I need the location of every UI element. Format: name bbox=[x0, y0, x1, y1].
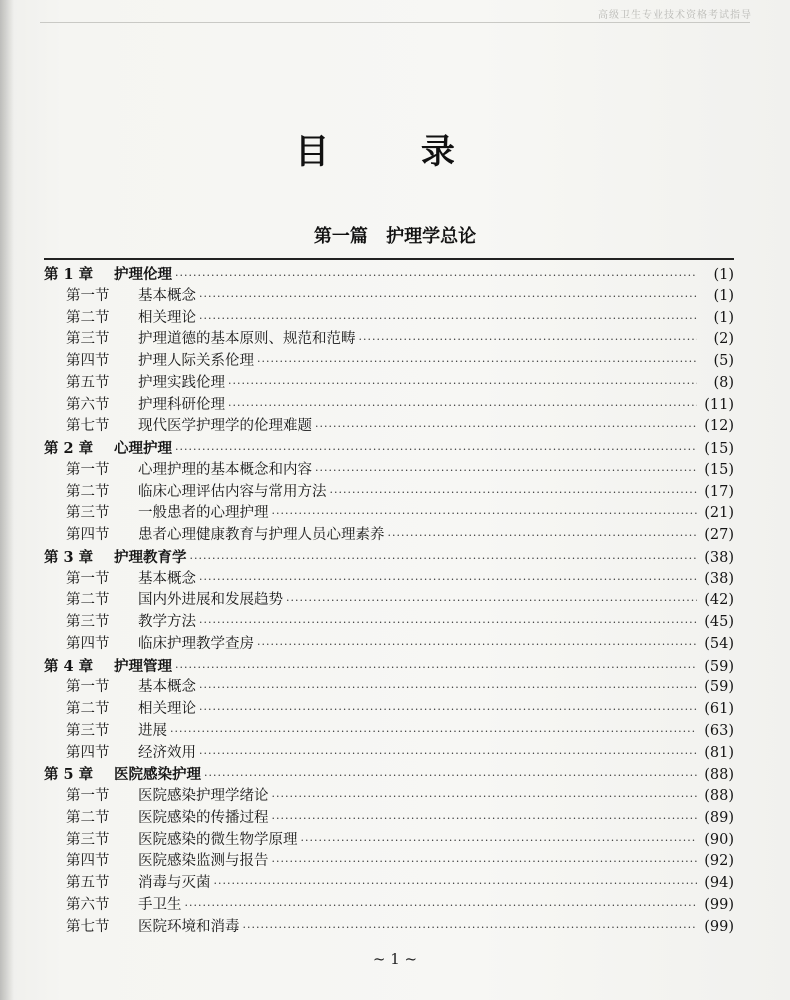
section-title: 相关理论 bbox=[138, 701, 196, 717]
section-title: 国内外进展和发展趋势 bbox=[138, 592, 283, 609]
dot-leader bbox=[315, 460, 697, 482]
chapter-title: 医院感染护理 bbox=[114, 766, 201, 784]
toc-section-entry[interactable] bbox=[44, 460, 734, 482]
section-label: 第一节 bbox=[66, 679, 110, 696]
page-ref: (54) bbox=[704, 635, 734, 652]
section-label: 第六节 bbox=[66, 396, 110, 413]
page-ref: (99) bbox=[704, 896, 734, 913]
dot-leader bbox=[199, 569, 697, 591]
dot-leader bbox=[257, 634, 697, 656]
toc-section-entry[interactable] bbox=[44, 416, 734, 438]
dot-leader bbox=[185, 895, 698, 917]
dot-leader bbox=[190, 548, 698, 570]
section-label: 第三节 bbox=[66, 505, 110, 522]
toc-chapter-entry[interactable] bbox=[44, 264, 734, 286]
dot-leader bbox=[204, 765, 697, 787]
section-title: 医院感染的微生物学原理 bbox=[138, 831, 298, 848]
page-ref: (11) bbox=[704, 396, 734, 413]
dot-leader bbox=[257, 351, 697, 373]
chapter-title: 心理护理 bbox=[114, 440, 172, 457]
page-ref: (15) bbox=[704, 441, 734, 457]
section-label: 第一节 bbox=[66, 461, 110, 478]
page-ref: (17) bbox=[704, 483, 734, 500]
toc-chapter-entry[interactable] bbox=[44, 656, 734, 678]
page-ref: (15) bbox=[704, 461, 734, 478]
section-label: 第五节 bbox=[66, 875, 110, 891]
page-ref: (94) bbox=[704, 875, 734, 891]
page-ref: (61) bbox=[704, 701, 734, 717]
page-ref: (92) bbox=[704, 853, 734, 870]
dot-leader bbox=[272, 808, 698, 830]
section-label: 第四节 bbox=[66, 353, 110, 369]
toc-section-entry[interactable] bbox=[44, 873, 734, 895]
section-label: 第四节 bbox=[66, 635, 110, 652]
toc-section-entry[interactable] bbox=[44, 699, 734, 721]
section-title: 手卫生 bbox=[138, 896, 182, 913]
page-ref: (59) bbox=[704, 658, 734, 675]
section-label: 第三节 bbox=[66, 831, 110, 848]
dot-leader bbox=[175, 439, 697, 461]
section-title: 医院感染监测与报告 bbox=[138, 853, 269, 870]
dot-leader bbox=[175, 265, 697, 287]
page-ref: (59) bbox=[704, 679, 734, 696]
toc-section-entry[interactable] bbox=[44, 351, 734, 373]
dot-leader bbox=[199, 743, 697, 765]
toc-section-entry[interactable] bbox=[44, 895, 734, 917]
section-title: 护理科研伦理 bbox=[138, 396, 225, 413]
toc-section-entry[interactable] bbox=[44, 612, 734, 634]
page-ref: (88) bbox=[704, 788, 734, 804]
top-rule bbox=[40, 22, 750, 23]
toc-section-entry[interactable] bbox=[44, 482, 734, 504]
chapter-label: 第 2 章 bbox=[44, 440, 94, 457]
page-ref: (12) bbox=[704, 418, 734, 435]
page-ref: (1) bbox=[713, 287, 734, 304]
dot-leader bbox=[228, 395, 697, 417]
dot-leader bbox=[388, 525, 698, 547]
page-number: ~ 1 ~ bbox=[372, 950, 418, 968]
section-label: 第二节 bbox=[66, 309, 110, 326]
toc-section-entry[interactable] bbox=[44, 308, 734, 330]
chapter-title: 护理管理 bbox=[114, 657, 172, 675]
toc-section-entry[interactable] bbox=[44, 721, 734, 743]
section-label: 第四节 bbox=[66, 853, 110, 870]
dot-leader bbox=[286, 590, 697, 612]
section-label: 第四节 bbox=[66, 744, 110, 761]
dot-leader bbox=[175, 657, 697, 679]
dot-leader bbox=[272, 503, 698, 525]
dot-leader bbox=[330, 482, 698, 504]
running-head: 高级卫生专业技术资格考试指导 bbox=[598, 10, 752, 21]
section-title: 医院感染护理学绪论 bbox=[138, 788, 269, 804]
toc-section-entry[interactable] bbox=[44, 395, 734, 417]
page-ref: (27) bbox=[704, 527, 734, 543]
chapter-label: 第 3 章 bbox=[44, 548, 94, 566]
toc-section-entry[interactable] bbox=[44, 329, 734, 351]
page-title: 目 录 bbox=[295, 132, 495, 172]
page-ref: (90) bbox=[704, 831, 734, 848]
dot-leader bbox=[199, 677, 697, 699]
page-ref: (1) bbox=[713, 267, 734, 283]
page-ref: (99) bbox=[704, 918, 734, 935]
toc-section-entry[interactable] bbox=[44, 917, 734, 939]
section-label: 第一节 bbox=[66, 788, 110, 804]
toc-section-entry[interactable] bbox=[44, 851, 734, 873]
section-label: 第二节 bbox=[66, 483, 110, 500]
dot-leader bbox=[315, 416, 697, 438]
toc-section-entry[interactable] bbox=[44, 830, 734, 852]
section-title: 护理实践伦理 bbox=[138, 374, 225, 391]
toc-section-entry[interactable] bbox=[44, 569, 734, 591]
dot-leader bbox=[199, 308, 697, 330]
toc-section-entry[interactable] bbox=[44, 786, 734, 808]
toc-section-entry[interactable] bbox=[44, 373, 734, 395]
section-title: 基本概念 bbox=[138, 679, 196, 696]
section-title: 相关理论 bbox=[138, 309, 196, 326]
section-label: 第三节 bbox=[66, 614, 110, 630]
section-label: 第三节 bbox=[66, 722, 110, 739]
chapter-label: 第 1 章 bbox=[44, 266, 94, 283]
toc-section-entry[interactable] bbox=[44, 634, 734, 656]
section-label: 第二节 bbox=[66, 592, 110, 609]
chapter-label: 第 5 章 bbox=[44, 766, 94, 784]
page-ref: (5) bbox=[713, 353, 734, 369]
section-label: 第四节 bbox=[66, 527, 110, 543]
page-ref: (45) bbox=[704, 614, 734, 630]
toc-list bbox=[44, 264, 734, 938]
section-title: 消毒与灭菌 bbox=[138, 875, 211, 891]
section-title: 临床心理评估内容与常用方法 bbox=[138, 483, 327, 500]
section-label: 第一节 bbox=[66, 570, 110, 587]
section-title: 一般患者的心理护理 bbox=[138, 505, 269, 522]
page-ref: (81) bbox=[704, 744, 734, 761]
dot-leader bbox=[272, 786, 698, 808]
page-ref: (38) bbox=[704, 549, 734, 566]
section-title: 医院环境和消毒 bbox=[138, 918, 240, 935]
section-title: 现代医学护理学的伦理难题 bbox=[138, 418, 312, 435]
toc-section-entry[interactable] bbox=[44, 525, 734, 547]
toc-section-entry[interactable] bbox=[44, 590, 734, 612]
toc-chapter-entry[interactable] bbox=[44, 764, 734, 786]
part-name: 护理学总论 bbox=[386, 226, 477, 247]
section-title: 护理道德的基本原则、规范和范畴 bbox=[138, 331, 356, 348]
section-title: 基本概念 bbox=[138, 287, 196, 304]
section-title: 护理人际关系伦理 bbox=[138, 353, 254, 369]
section-title: 临床护理教学查房 bbox=[138, 635, 254, 652]
dot-leader bbox=[199, 286, 697, 308]
chapter-title: 护理伦理 bbox=[114, 266, 172, 283]
page-ref: (63) bbox=[704, 722, 734, 739]
dot-leader bbox=[272, 851, 698, 873]
toc-section-entry[interactable] bbox=[44, 743, 734, 765]
toc-chapter-entry[interactable] bbox=[44, 438, 734, 460]
section-title: 患者心理健康教育与护理人员心理素养 bbox=[138, 527, 385, 543]
dot-leader bbox=[359, 329, 698, 351]
section-title: 心理护理的基本概念和内容 bbox=[138, 461, 312, 478]
toc-section-entry[interactable] bbox=[44, 808, 734, 830]
section-label: 第三节 bbox=[66, 331, 110, 348]
page-ref: (42) bbox=[704, 592, 734, 609]
section-label: 第七节 bbox=[66, 418, 110, 435]
page-ref: (38) bbox=[704, 570, 734, 587]
dot-leader bbox=[243, 917, 698, 939]
section-title: 经济效用 bbox=[138, 744, 196, 761]
toc-chapter-entry[interactable] bbox=[44, 547, 734, 569]
page-ref: (89) bbox=[704, 809, 734, 826]
section-label: 第六节 bbox=[66, 896, 110, 913]
toc-section-entry[interactable] bbox=[44, 503, 734, 525]
section-title: 基本概念 bbox=[138, 570, 196, 587]
chapter-label: 第 4 章 bbox=[44, 657, 94, 675]
page-ref: (1) bbox=[713, 309, 734, 326]
dot-leader bbox=[214, 873, 698, 895]
page-ref: (88) bbox=[704, 767, 734, 784]
toc-section-entry[interactable] bbox=[44, 677, 734, 699]
section-label: 第二节 bbox=[66, 701, 110, 717]
section-label: 第二节 bbox=[66, 809, 110, 826]
section-title: 进展 bbox=[138, 722, 167, 739]
section-title: 教学方法 bbox=[138, 614, 196, 630]
section-label: 第五节 bbox=[66, 374, 110, 391]
page-ref: (2) bbox=[713, 331, 734, 348]
page-ref: (21) bbox=[704, 505, 734, 522]
section-label: 第七节 bbox=[66, 918, 110, 935]
dot-leader bbox=[301, 830, 698, 852]
section-label: 第一节 bbox=[66, 287, 110, 304]
dot-leader bbox=[170, 721, 697, 743]
dot-leader bbox=[199, 699, 697, 721]
part-rule bbox=[44, 258, 734, 260]
chapter-title: 护理教育学 bbox=[114, 548, 187, 566]
section-title: 医院感染的传播过程 bbox=[138, 809, 269, 826]
dot-leader bbox=[199, 612, 697, 634]
part-label: 第一篇 bbox=[313, 226, 368, 247]
part-heading bbox=[0, 222, 790, 248]
dot-leader bbox=[228, 373, 697, 395]
page-ref: (8) bbox=[713, 374, 734, 391]
toc-section-entry[interactable] bbox=[44, 286, 734, 308]
